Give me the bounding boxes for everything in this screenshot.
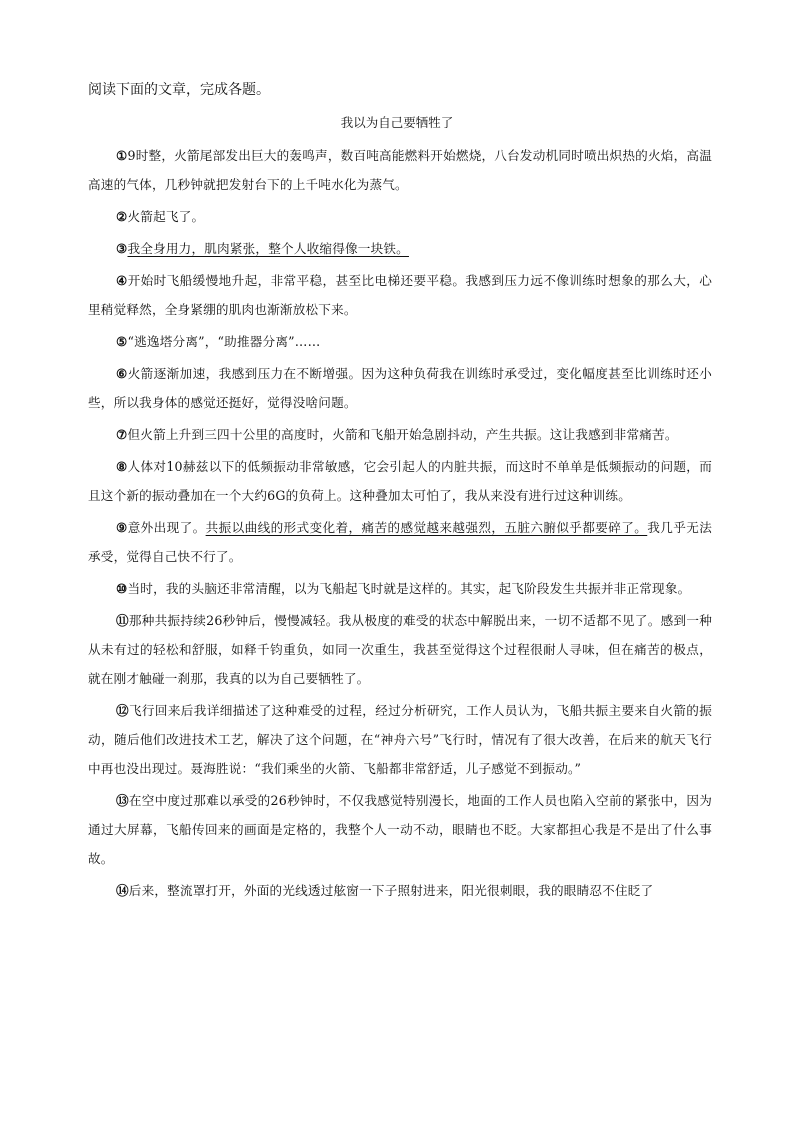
- paragraph-number: ①: [116, 148, 128, 163]
- paragraph-text: 火箭逐渐加速，我感到压力在不断增强。因为这种负荷我在训练时承受过，变化幅度甚至比训练时还小些，所以我身体的感觉还挺好，觉得没啥问题。: [88, 366, 712, 410]
- paragraph: [88, 327, 712, 356]
- paragraph-number: ⑤: [116, 334, 128, 349]
- paragraph-number: ③: [116, 241, 128, 256]
- paragraph: [88, 696, 712, 783]
- paragraph: [88, 513, 712, 571]
- paragraph-text: 在空中度过那难以承受的26秒钟时，不仅我感觉特别漫长，地面的工作人员也陷入空前的紧张中，因为通过大屏幕，飞船传回来的画面是定格的，我整个人一动不动，眼睛也不眨。大家都担心我是不是出了什么事故。: [88, 793, 712, 866]
- article-title: 我以为自己要牺牲了: [340, 115, 454, 130]
- paragraph-text: 那种共振持续26秒钟后，慢慢减轻。我从极度的难受的状态中解脱出来，一切不适都不见了。感到一种从未有过的轻松和舒服，如释千钧重负，如同一次重生，我甚至觉得这个过程很耐人寻味，但在痛苦的极点，就在刚才触碰一刹那，我真的以为自己要牺牲了。: [88, 613, 712, 686]
- paragraph-text: 人体对10赫兹以下的低频振动非常敏感，它会引起人的内脏共振，而这时不单单是低频振动的问题，而且这个新的振动叠加在一个大约6G的负荷上。这种叠加太可怕了，我从来没有进行过这种训练。: [88, 459, 712, 503]
- paragraph: [88, 786, 712, 873]
- paragraph-text: 飞行回来后我详细描述了这种难受的过程，经过分析研究，工作人员认为，飞船共振主要来自火箭的振动，随后他们改进技术工艺，解决了这个问题，在“神舟六号”飞行时，情况有了很大改善，在后来的航天飞行中再也没出现过。聂海胜说：“我们乘坐的火箭、飞船都非常舒适，儿子感觉不到振动。”: [88, 703, 713, 776]
- paragraph-text: 9时整，火箭尾部发出巨大的轰鸣声，数百吨高能燃料开始燃烧，八台发动机同时喷出炽热的火焰，高温高速的气体，几秒钟就把发射台下的上千吨水化为蒸气。: [88, 148, 712, 192]
- paragraph-number: ④: [116, 273, 128, 288]
- paragraph-text: “逃逸塔分离”，“助推器分离”……: [127, 334, 321, 349]
- paragraph-number: ②: [116, 209, 128, 224]
- paragraph: [88, 141, 712, 199]
- paragraph: [88, 202, 712, 231]
- paragraph-number: ⑬: [116, 793, 129, 808]
- paragraph-text: 后来，整流罩打开，外面的光线透过舷窗一下子照射进来，阳光很刺眼，我的眼睛忍不住眨了: [128, 883, 654, 898]
- paragraph: [88, 606, 712, 693]
- paragraph-number: ⑩: [116, 581, 128, 596]
- paragraph-text: 当时，我的头脑还非常清醒，以为飞船起飞时就是这样的。其实，起飞阶段发生共振并非正常现象。: [127, 581, 691, 596]
- paragraph-text: 火箭起飞了。: [127, 209, 205, 224]
- paragraph: [88, 266, 712, 324]
- paragraph: [88, 359, 712, 417]
- paragraph-number: ⑦: [116, 427, 128, 442]
- paragraph-text: 开始时飞船缓慢地升起，非常平稳，甚至比电梯还要平稳。我感到压力远不像训练时想象的那么大，心里稍觉释然，全身紧绷的肌肉也渐渐放松下来。: [88, 273, 712, 317]
- paragraph: [88, 574, 712, 603]
- paragraph-number: ⑥: [116, 366, 128, 381]
- paragraph-number: ⑨: [116, 520, 128, 535]
- instruction-text: 阅读下面的文章，完成各题。: [88, 82, 270, 98]
- paragraph-text: 意外出现了。: [127, 520, 206, 535]
- paragraph: [88, 234, 712, 263]
- paragraph-text: 但火箭上升到三四十公里的高度时，火箭和飞船开始急剧抖动，产生共振。这让我感到非常痛苦。: [127, 427, 678, 442]
- paragraph-number: ⑭: [116, 883, 129, 898]
- paragraph: [88, 876, 712, 905]
- underlined-text: 共振以曲线的形式变化着，痛苦的感觉越来越强烈，五脏六腑似乎都要碎了。: [205, 520, 648, 535]
- paragraph-number: ⑫: [116, 703, 129, 718]
- paragraph-text: 我几乎无法承受，觉得自己快不行了。: [88, 520, 712, 564]
- paragraph: [88, 452, 712, 510]
- paragraph-number: ⑪: [116, 613, 129, 628]
- article-body: [88, 141, 712, 908]
- paragraph: [88, 420, 712, 449]
- underlined-text: 我全身用力，肌肉紧张，整个人收缩得像一块铁。: [127, 241, 409, 256]
- paragraph-number: ⑧: [116, 459, 128, 474]
